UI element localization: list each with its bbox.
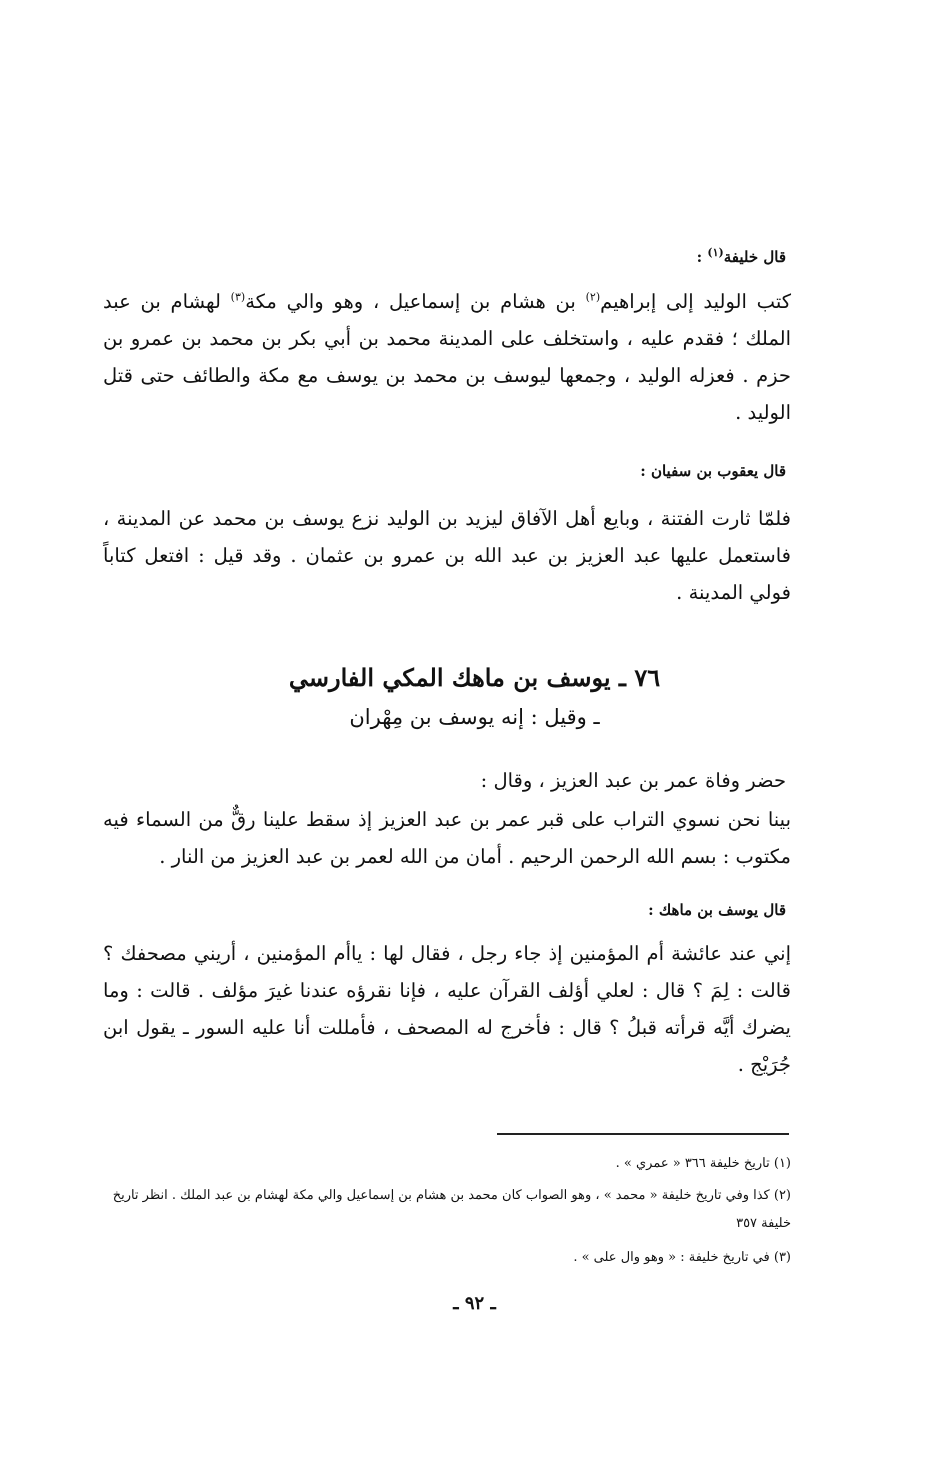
paragraph-text: لهشام بن عبد الملك ؛ فقدم عليه ، واستخلف على المدينة محمد بن أبي بكر بن محمد بن عمرو بن حزم . فعزله الوليد ، وجمعها ليوسف بن محمد بن يوسف مع مكة والطائف حتى قتل الوليد . (103, 290, 791, 424)
page-number: ـ ٩٢ ـ (453, 1293, 496, 1314)
footnote-ref-3: (٣) (230, 290, 246, 304)
paragraph-text: بن هشام بن إسماعيل ، وهو والي مكة (245, 290, 586, 313)
paragraph-aisha: إني عند عائشة أم المؤمنين إذ جاء رجل ، فقال لها : ياأم المؤمنين ، أريني مصحفك ؟ قالت : لِمَ ؟ قال : لعلي أؤلف القرآن عليه ، فإنا نقرؤه عندنا غيرَ مؤلف . قالت : وما يضرك أيَّه قرأته قبلُ ؟ قال : فأخرج له المصحف ، فأمللت أنا عليه السور ـ يقول ابن جُرَيْج . (103, 942, 791, 1076)
entry-intro: حضر وفاة عمر بن عبد العزيز ، وقال : (480, 769, 786, 792)
footnote-separator (497, 1133, 789, 1135)
footnote-3: (٣) في تاريخ خليفة : « وهو وال على » . (573, 1250, 791, 1265)
paragraph-khalifa (103, 283, 791, 431)
footnote-2: (٢) كذا وفي تاريخ خليفة « محمد » ، وهو الصواب كان محمد بن هشام بن إسماعيل والي مكة لهشام بن عبد الملك . انظر تاريخ خليفة ٣٥٧ (112, 1188, 791, 1231)
entry-subtitle: ـ وقيل : إنه يوسف بن مِهْران (349, 705, 600, 729)
narrator-label-yaqub: قال يعقوب بن سفيان : (640, 462, 786, 480)
footnote-1: (١) تاريخ خليفة ٣٦٦ « عمري » . (615, 1156, 791, 1171)
paragraph-grave-story: بينا نحن نسوي التراب على قبر عمر بن عبد العزيز إذ سقط علينا رقٌّ من السماء فيه مكتوب : بسم الله الرحمن الرحيم . أمان من الله لعمر بن عبد العزيز من النار . (103, 808, 791, 868)
narrator-name: قال خليفة (723, 248, 786, 266)
paragraph-text: كتب الوليد إلى إبراهيم (600, 290, 791, 313)
entry-title: ٧٦ ـ يوسف بن ماهك المكي الفارسي (288, 663, 661, 692)
narrator-label-khalifa (106, 246, 786, 268)
footnote-ref-2: (٢) (585, 290, 601, 304)
label-colon: : (696, 248, 708, 266)
paragraph-yaqub: فلمّا ثارت الفتنة ، وبايع أهل الآفاق ليزيد بن الوليد نزع يوسف بن محمد عن المدينة ، فاستعمل عليها عبد العزيز بن عبد الله بن عمرو بن عثمان . وقد قيل : افتعل كتاباً فولي المدينة . (103, 507, 791, 604)
narrator-label-yusuf: قال يوسف بن ماهك : (648, 901, 786, 919)
footnote-ref-1: (١) (707, 246, 724, 259)
